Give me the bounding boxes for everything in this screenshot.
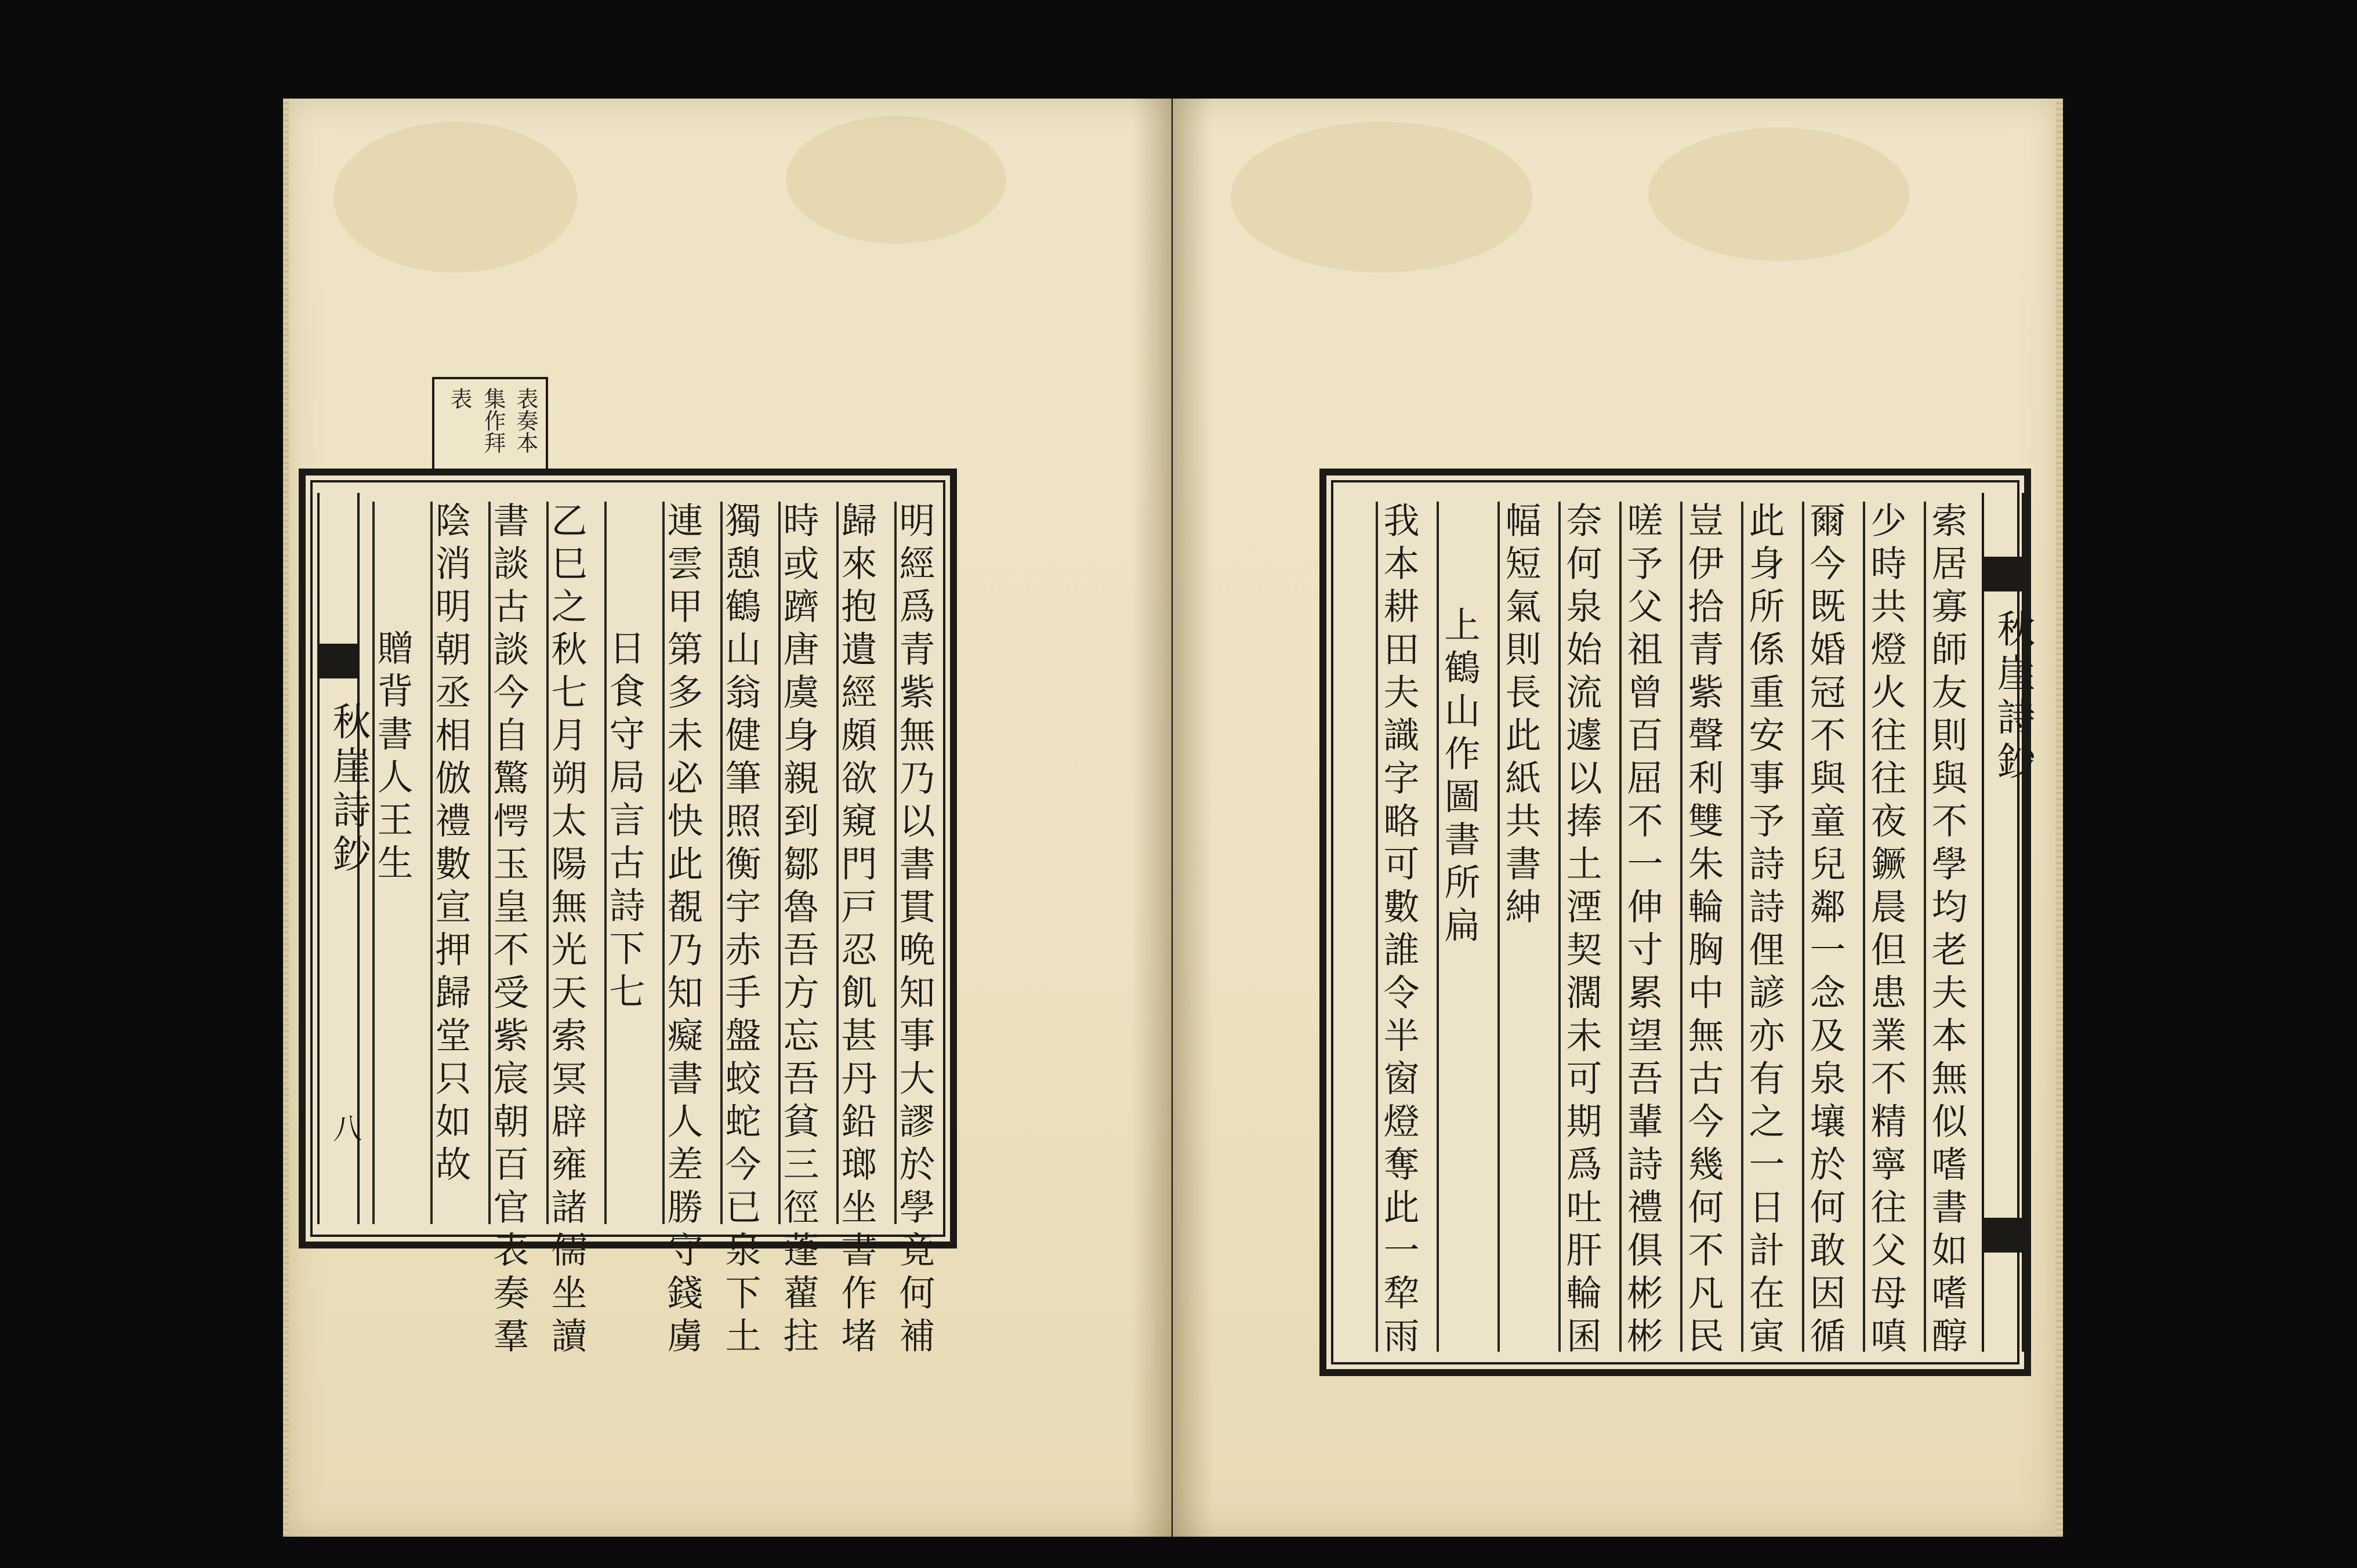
text-column: 明經爲青紫無乃以書貫晩知事大謬於學竟何補 — [894, 502, 943, 1224]
text-column: 嗟予父祖曾百屈不一伸寸累望吾輩詩禮俱彬彬 — [1619, 502, 1671, 1352]
text-column: 書談古談今自驚愕玉皇不受紫宸朝百官表奏羣 — [488, 502, 537, 1224]
fold-title: 秋崖詩鈔 — [1990, 609, 2035, 785]
label-tab-line: 表 — [447, 387, 472, 409]
paper-stain — [1231, 122, 1532, 273]
fold-fishtail-mark — [1984, 1218, 2022, 1253]
page-edge — [2056, 99, 2063, 1537]
text-column: 幅短氣則長此紙共書紳 — [1497, 502, 1549, 1352]
fold-column — [1982, 493, 2035, 1352]
text-column: 此身所係重安事予詩詩俚諺亦有之一日計在寅 — [1741, 502, 1793, 1352]
paper-stain — [333, 122, 577, 273]
text-column: 時或躋唐虞身親到鄒魯吾方忘吾貧三徑蓬藋拄 — [778, 502, 827, 1224]
label-tab — [432, 377, 548, 476]
text-column: 連雲甲第多未必快此覩乃知癡書人差勝守錢虜 — [662, 502, 711, 1224]
paper-stain — [1648, 128, 1909, 261]
left-text-frame — [299, 469, 957, 1360]
fold-fishtail-mark — [320, 644, 357, 678]
text-column: 上鶴山作圖書所扁 — [1437, 502, 1488, 1352]
text-column: 歸來抱遺經頗欲窺門戸忍飢甚丹鉛瑯坐書作堵 — [836, 502, 885, 1224]
label-tab-line: 集作拜 — [480, 387, 506, 453]
text-column: 豈伊拾青紫聲利雙朱輪胸中無古今幾何不凡民 — [1680, 502, 1732, 1352]
text-column: 我本耕田夫識字略可數誰令半窗燈奪此一犂雨 — [1376, 502, 1427, 1352]
text-column: 乙巳之秋七月朔太陽無光天索冥辟雍諸儒坐讀 — [546, 502, 595, 1224]
page-number: 八 — [328, 1113, 362, 1142]
page-edge — [283, 99, 289, 1537]
fold-fishtail-mark — [1984, 557, 2022, 591]
paper-stain — [786, 116, 1006, 244]
text-column: 日食守局言古詩下七 — [604, 502, 653, 1224]
text-column: 奈何泉始流遽以捧土湮契濶未可期爲吐肝輪囷 — [1558, 502, 1610, 1352]
label-tab-line: 表奏本 — [513, 387, 538, 453]
text-column: 贈背書人王生 — [372, 502, 421, 1224]
text-column: 爾今既婚冠不與童兒鄰一念及泉壤於何敢因循 — [1802, 502, 1854, 1352]
fold-title: 秋崖詩鈔 — [326, 702, 371, 878]
text-column: 少時共燈火往往夜鐝晨但患業不精寧往父母嗔 — [1863, 502, 1914, 1352]
right-text-frame — [1319, 469, 2035, 1376]
text-column: 陰消明朝丞相倣禮數宣押歸堂只如故 — [430, 502, 479, 1224]
text-column: 索居寡師友則與不學均老夫本無似嗜書如嗜醇 — [1924, 502, 1975, 1352]
fold-column — [317, 493, 371, 1224]
text-column: 獨憩鶴山翁健筆照衡宇赤手盤蛟蛇今已泉下土 — [720, 502, 769, 1224]
